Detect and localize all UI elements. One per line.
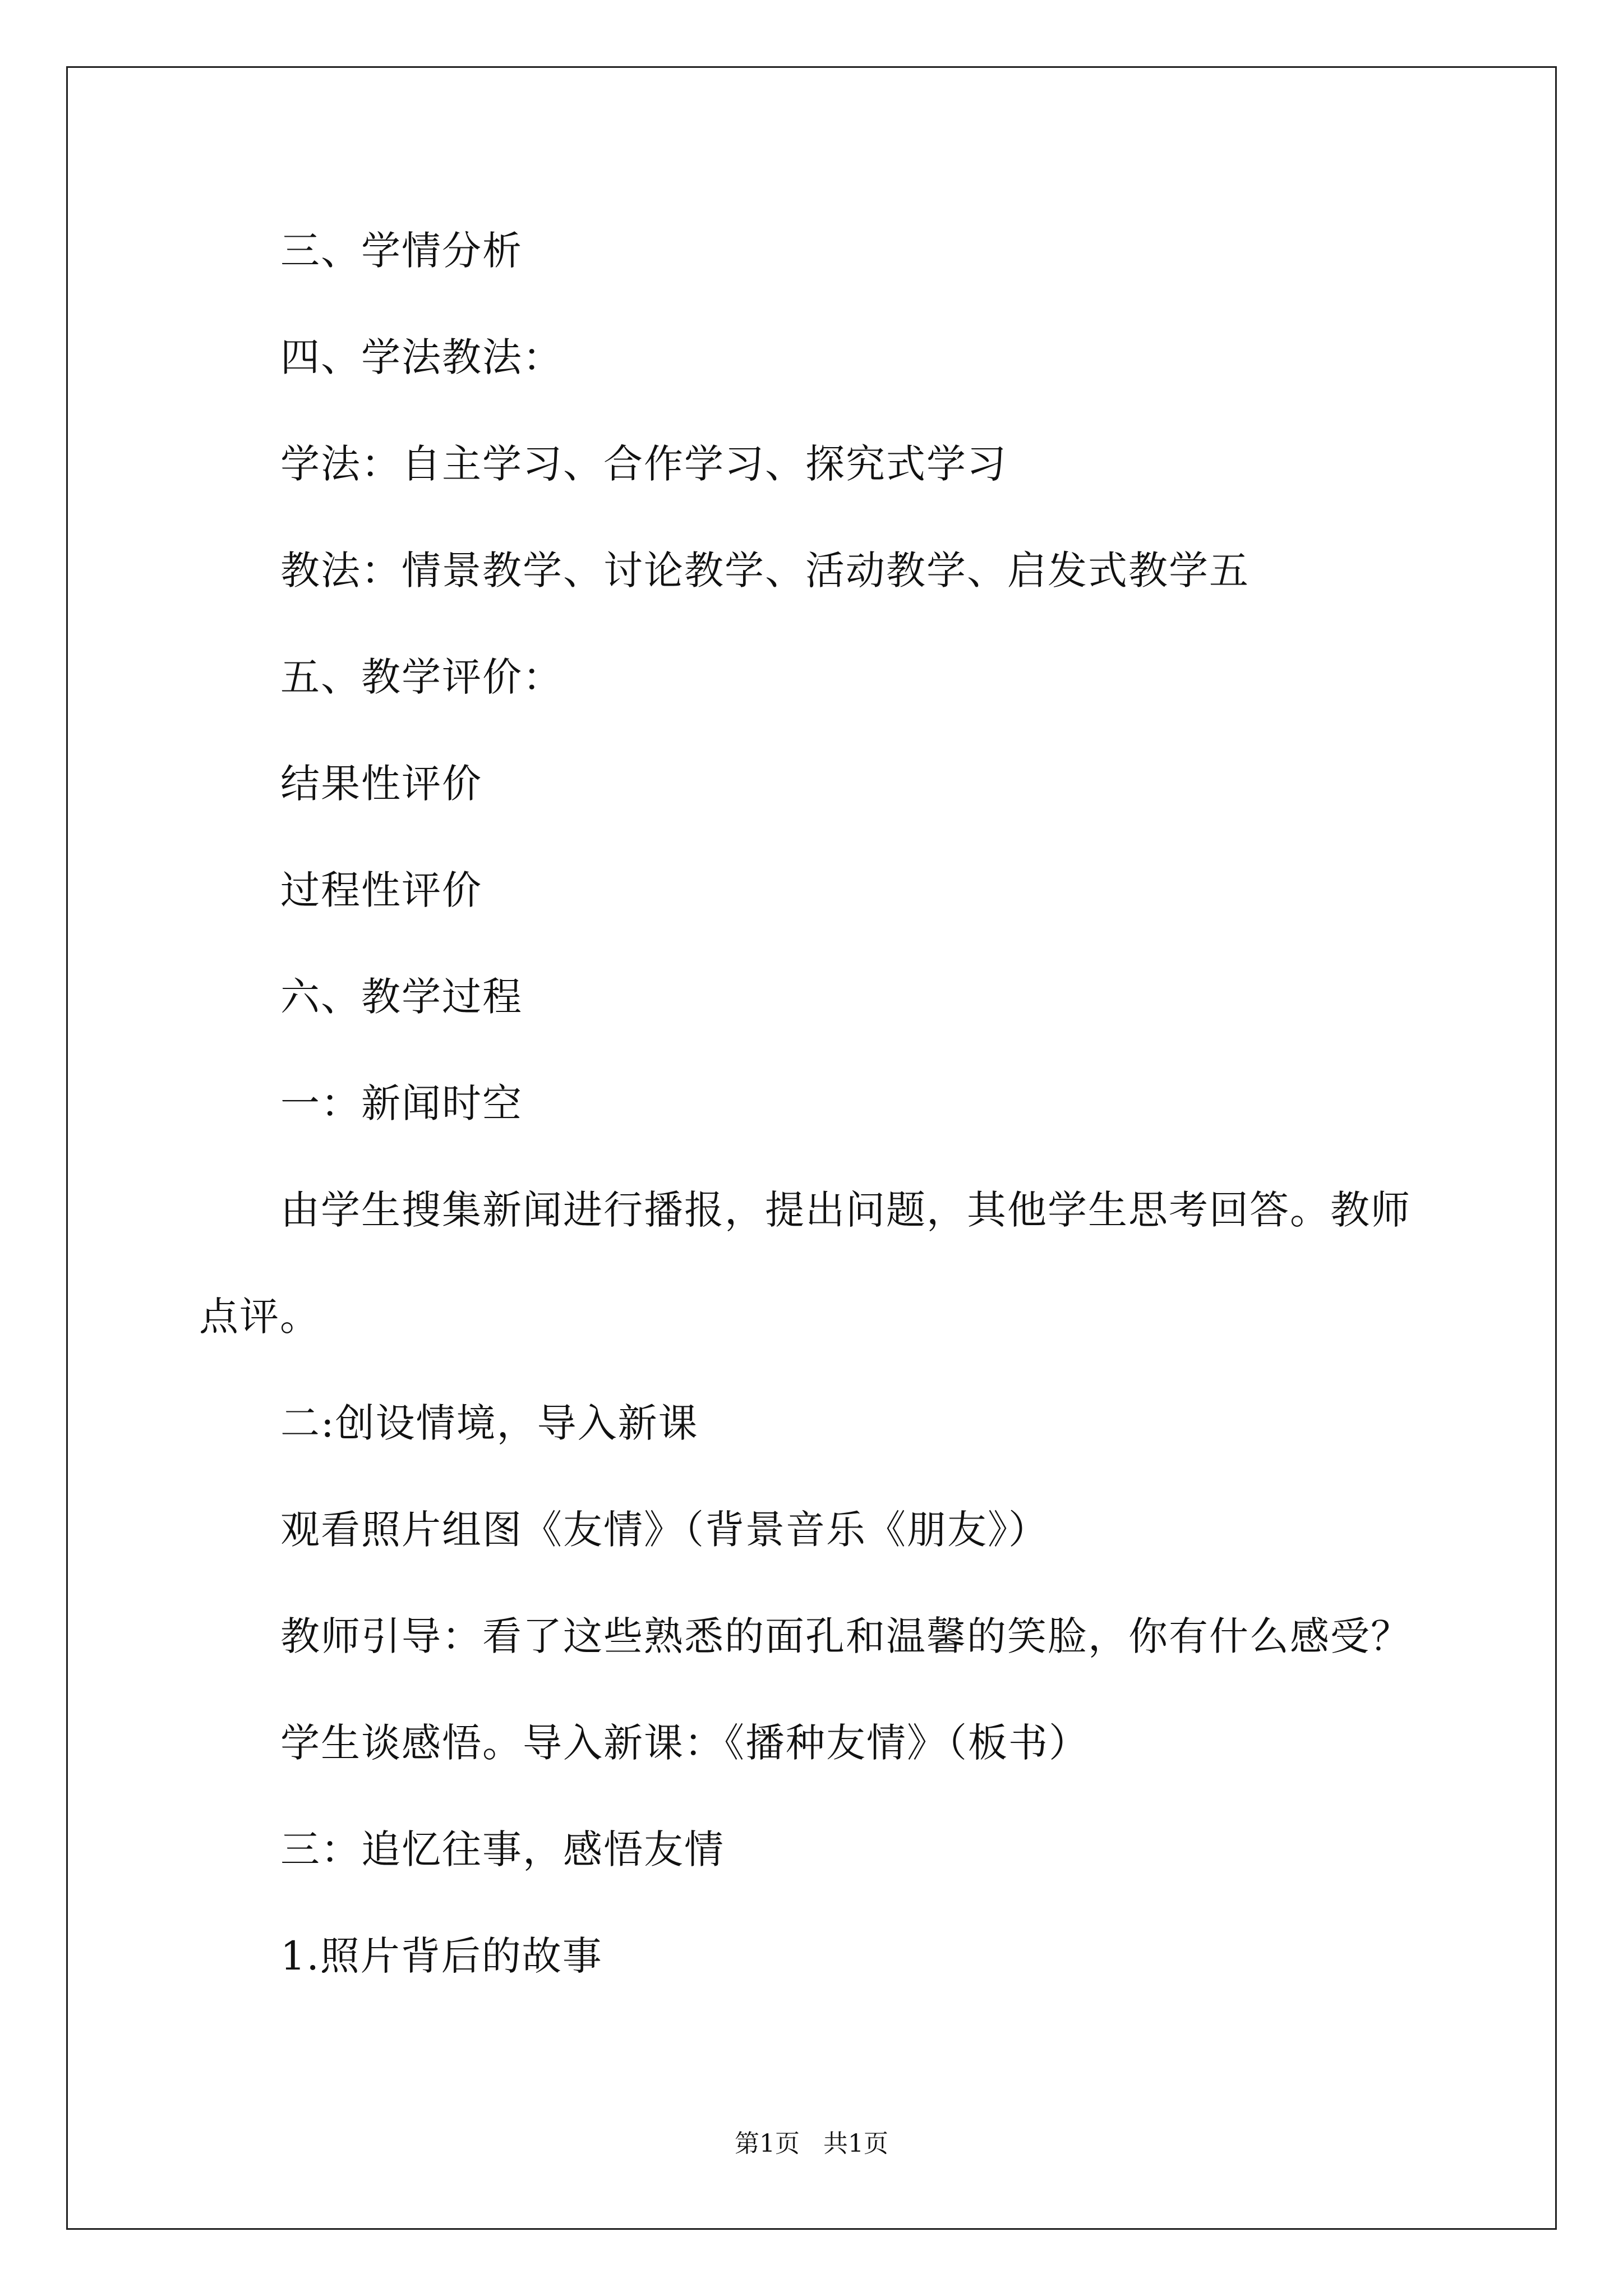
evaluation-item-process: 过程性评价 bbox=[280, 867, 482, 913]
page-border bbox=[66, 66, 1557, 2230]
learning-methods-line: 学法：自主学习、合作学习、探究式学习 bbox=[280, 441, 1007, 487]
section-heading-student-analysis: 三、学情分析 bbox=[280, 228, 523, 274]
photo-viewing-line: 观看照片组图《友情》（背景音乐《朋友》） bbox=[280, 1507, 1049, 1553]
step-heading-recall: 三：追忆往事，感悟友情 bbox=[280, 1826, 725, 1872]
student-reflection-line: 学生谈感悟。导入新课：《播种友情》（板书） bbox=[280, 1720, 1089, 1766]
evaluation-item-result: 结果性评价 bbox=[280, 761, 482, 807]
news-description-line: 由学生搜集新闻进行播报，提出问题，其他学生思考回答。教师 bbox=[280, 1187, 1411, 1233]
teaching-methods-line: 教法：情景教学、讨论教学、活动教学、启发式教学五 bbox=[280, 547, 1249, 593]
section-heading-evaluation: 五、教学评价： bbox=[280, 654, 563, 700]
page-number-current: 第1页 bbox=[735, 2129, 800, 2158]
news-description-continuation: 点评。 bbox=[199, 1294, 320, 1340]
page-footer bbox=[0, 2127, 1623, 2161]
photo-story-item: 1.照片背后的故事 bbox=[280, 1933, 603, 1979]
section-heading-learning-teaching-methods: 四、学法教法： bbox=[280, 334, 563, 380]
teacher-guidance-line: 教师引导：看了这些熟悉的面孔和温馨的笑脸，你有什么感受？ bbox=[280, 1613, 1411, 1659]
step-heading-news: 一：新闻时空 bbox=[280, 1080, 523, 1126]
section-heading-teaching-process: 六、教学过程 bbox=[280, 974, 523, 1020]
step-heading-scenario: 二:创设情境，导入新课 bbox=[280, 1400, 699, 1446]
page-number-total: 共1页 bbox=[823, 2129, 888, 2158]
